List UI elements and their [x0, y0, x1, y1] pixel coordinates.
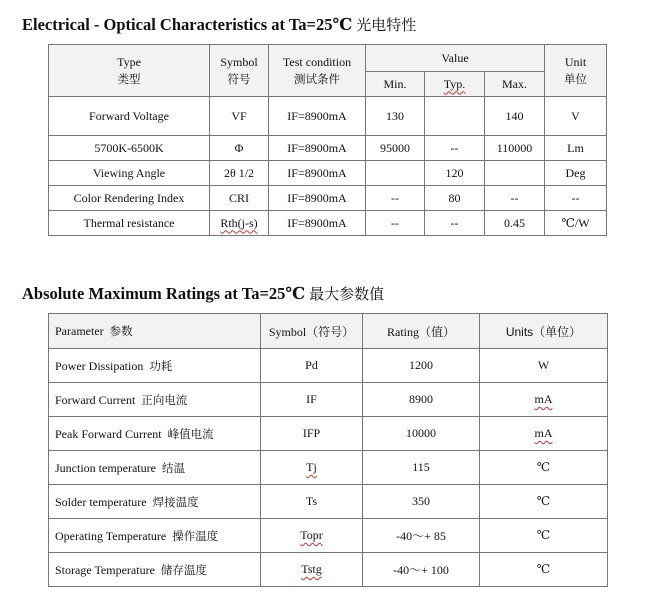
cell-parameter — [49, 485, 261, 519]
cell-test: IF=8900mA — [269, 161, 366, 186]
table-header-row — [49, 314, 608, 349]
table-row — [49, 485, 608, 519]
table-row — [49, 186, 607, 211]
cell-min — [366, 161, 425, 186]
cell-max: 140 — [485, 97, 545, 136]
cell-unit: ℃ — [480, 519, 608, 553]
cell-rating: -40～+ 85 — [363, 519, 480, 553]
param-cn: 储存温度 — [160, 562, 207, 577]
header-max: Max. — [485, 72, 545, 97]
cell-symbol: Pd — [261, 349, 363, 383]
cell-unit: -- — [545, 186, 607, 211]
header-test-cn: 测试条件 — [294, 71, 340, 86]
cell-type: Color Rendering Index — [49, 186, 210, 211]
title-en: Absolute Maximum Ratings at Ta=25℃ — [22, 284, 306, 303]
table-row — [49, 161, 607, 186]
cell-unit — [480, 383, 608, 417]
cell-rating: -40～+ 100 — [363, 553, 480, 587]
header-rating: Rating（值） — [363, 314, 480, 349]
cell-typ: -- — [425, 211, 485, 236]
header-test-condition — [269, 45, 366, 97]
cell-max — [485, 161, 545, 186]
cell-min: -- — [366, 211, 425, 236]
cell-parameter — [49, 349, 261, 383]
cell-unit: Deg — [545, 161, 607, 186]
title-cn: 光电特性 — [356, 16, 417, 34]
title-en: Electrical - Optical Characteristics at Ta=25℃ — [22, 15, 353, 34]
table-row — [49, 349, 608, 383]
param-en: Storage Temperature — [55, 562, 155, 577]
header-units: Units（单位） — [480, 314, 608, 349]
cell-unit: ℃/W — [545, 211, 607, 236]
table-row — [49, 451, 608, 485]
cell-type: Viewing Angle — [49, 161, 210, 186]
cell-test: IF=8900mA — [269, 211, 366, 236]
header-test-en: Test condition — [282, 54, 352, 69]
param-cn: 结温 — [161, 460, 185, 475]
cell-rating: 8900 — [363, 383, 480, 417]
cell-symbol-text: Tj — [306, 460, 317, 474]
header-unit-cn: 单位 — [564, 71, 588, 86]
cell-rating: 10000 — [363, 417, 480, 451]
header-parameter — [49, 314, 261, 349]
cell-test: IF=8900mA — [269, 186, 366, 211]
param-cn: 功耗 — [149, 358, 173, 373]
param-cn: 峰值电流 — [167, 426, 214, 441]
cell-parameter — [49, 553, 261, 587]
param-en: Peak Forward Current — [55, 426, 162, 441]
cell-symbol: Ts — [261, 485, 363, 519]
header-typ-text: Typ. — [443, 76, 466, 91]
header-symbol: Symbol（符号） — [261, 314, 363, 349]
cell-test: IF=8900mA — [269, 97, 366, 136]
cell-symbol-text: Rth(j-s) — [220, 215, 258, 230]
electrical-optical-table — [48, 44, 607, 236]
table-row — [49, 417, 608, 451]
header-unit — [545, 45, 607, 97]
cell-symbol — [210, 211, 269, 236]
header-symbol — [210, 45, 269, 97]
table-row — [49, 136, 607, 161]
cell-max: 0.45 — [485, 211, 545, 236]
header-value: Value — [366, 45, 545, 72]
cell-symbol: VF — [210, 97, 269, 136]
cell-type: 5700K-6500K — [49, 136, 210, 161]
table-row — [49, 211, 607, 236]
cell-test: IF=8900mA — [269, 136, 366, 161]
cell-symbol — [261, 519, 363, 553]
cell-type: Thermal resistance — [49, 211, 210, 236]
cell-typ: 80 — [425, 186, 485, 211]
table-row — [49, 383, 608, 417]
cell-typ — [425, 97, 485, 136]
cell-symbol: IF — [261, 383, 363, 417]
header-type — [49, 45, 210, 97]
cell-max: -- — [485, 186, 545, 211]
param-en: Junction temperature — [55, 460, 156, 475]
table-header-row — [49, 45, 607, 72]
cell-unit: ℃ — [480, 553, 608, 587]
cell-parameter — [49, 417, 261, 451]
header-symbol-cn: 符号 — [227, 71, 251, 86]
cell-symbol: Φ — [210, 136, 269, 161]
header-min: Min. — [366, 72, 425, 97]
header-type-cn: 类型 — [117, 71, 141, 86]
param-cn: 操作温度 — [172, 528, 219, 543]
cell-unit-text: mA — [534, 426, 553, 440]
cell-parameter — [49, 451, 261, 485]
header-typ — [425, 72, 485, 97]
absolute-max-ratings-title — [22, 283, 384, 304]
cell-symbol: CRI — [210, 186, 269, 211]
cell-type: Forward Voltage — [49, 97, 210, 136]
cell-symbol — [261, 451, 363, 485]
header-parameter-en: Parameter — [55, 324, 104, 338]
header-symbol-en: Symbol — [220, 54, 258, 69]
cell-symbol: 2θ 1/2 — [210, 161, 269, 186]
cell-symbol: IFP — [261, 417, 363, 451]
header-unit-en: Unit — [564, 54, 587, 69]
param-en: Operating Temperature — [55, 528, 167, 543]
cell-unit-text: mA — [534, 392, 553, 406]
cell-rating: 350 — [363, 485, 480, 519]
cell-typ: 120 — [425, 161, 485, 186]
cell-max: 110000 — [485, 136, 545, 161]
cell-unit: Lm — [545, 136, 607, 161]
cell-unit: ℃ — [480, 485, 608, 519]
param-en: Solder temperature — [55, 494, 147, 509]
title-cn: 最大参数值 — [309, 285, 385, 303]
param-cn: 正向电流 — [141, 392, 188, 407]
cell-rating: 115 — [363, 451, 480, 485]
cell-min: -- — [366, 186, 425, 211]
table-row — [49, 553, 608, 587]
cell-symbol — [261, 553, 363, 587]
cell-unit: W — [480, 349, 608, 383]
param-en: Forward Current — [55, 392, 136, 407]
cell-parameter — [49, 519, 261, 553]
cell-min: 95000 — [366, 136, 425, 161]
header-type-en: Type — [117, 54, 141, 69]
cell-min: 130 — [366, 97, 425, 136]
absolute-max-ratings-table — [48, 313, 608, 587]
cell-rating: 1200 — [363, 349, 480, 383]
cell-symbol-text: Topr — [300, 528, 323, 542]
cell-symbol-text: Tstg — [301, 562, 322, 576]
electrical-optical-title — [22, 14, 416, 35]
table-row — [49, 97, 607, 136]
cell-unit: ℃ — [480, 451, 608, 485]
cell-typ: -- — [425, 136, 485, 161]
cell-unit — [480, 417, 608, 451]
cell-parameter — [49, 383, 261, 417]
header-parameter-cn: 参数 — [109, 324, 133, 338]
param-cn: 焊接温度 — [152, 494, 199, 509]
cell-unit: V — [545, 97, 607, 136]
table-row — [49, 519, 608, 553]
param-en: Power Dissipation — [55, 358, 144, 373]
